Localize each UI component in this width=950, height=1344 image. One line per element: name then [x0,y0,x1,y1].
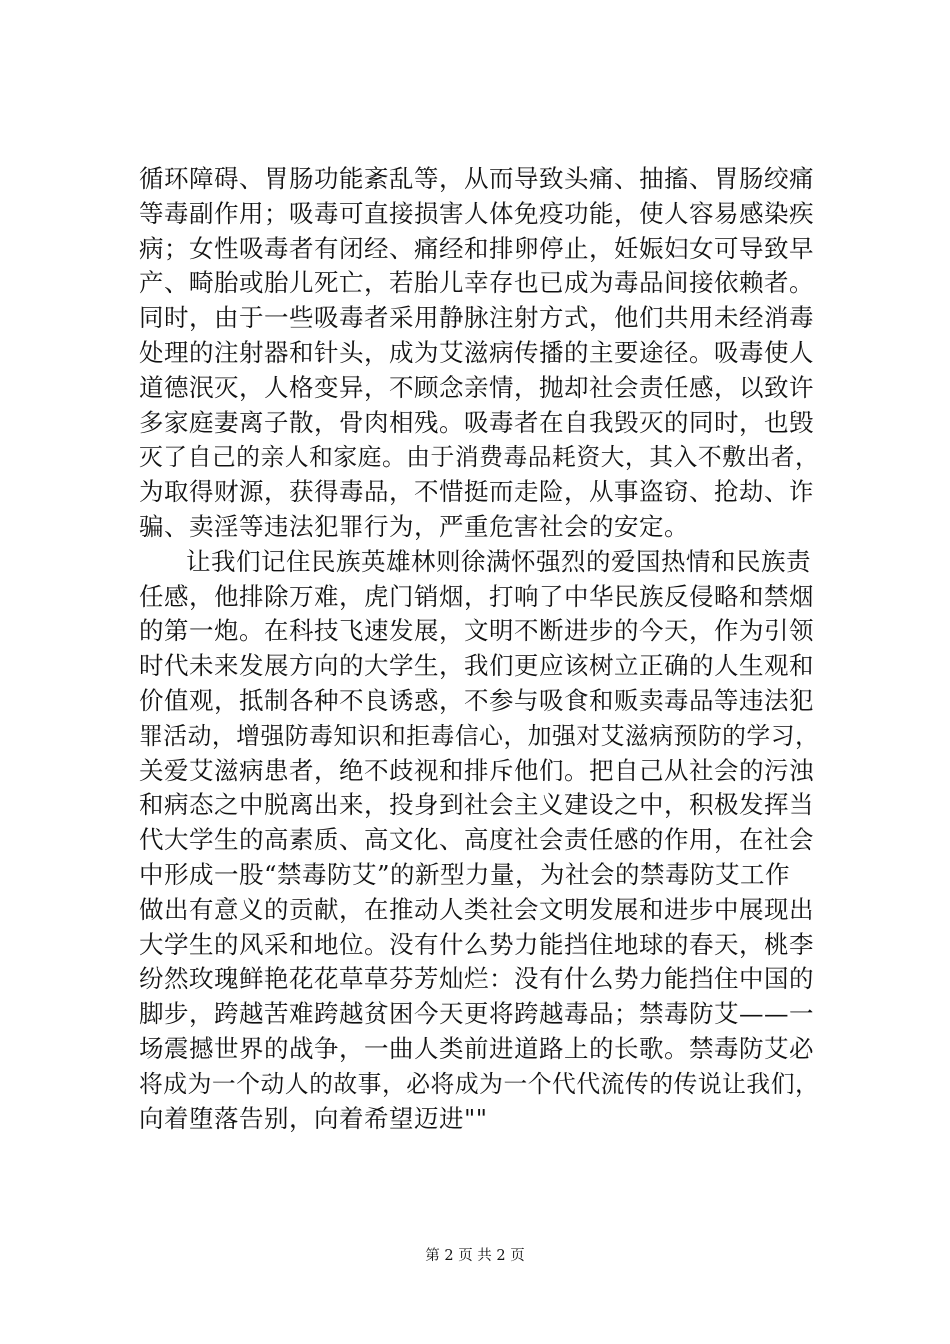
paragraph-line: 将成为一个动人的故事，必将成为一个代代流传的传说让我们， [139,1069,820,1098]
paragraph-line: 罪活动，增强防毒知识和拒毒信心，加强对艾滋病预防的学习， [139,721,820,750]
paragraph-2 [139,545,819,1137]
paragraph-1 [139,162,819,545]
paragraph-line: 循环障碍、胃肠功能紊乱等，从而导致头痛、抽搐、胃肠绞痛 [139,164,814,193]
paragraph-line: 产、畸胎或胎儿死亡，若胎儿幸存也已成为毒品间接依赖者。 [139,268,814,298]
paragraph-line: 代大学生的高素质、高文化、高度社会责任感的作用，在社会 [139,825,814,855]
paragraph-line: 中形成一股“禁毒防艾”的新型力量，为社会的禁毒防艾工作 [139,859,791,889]
paragraph-line: 和病态之中脱离出来，投身到社会主义建设之中，积极发挥当 [139,790,814,820]
paragraph-line: 处理的注射器和针头，成为艾滋病传播的主要途径。吸毒使人 [139,337,814,367]
paragraph-line: 骗、卖淫等违法犯罪行为，严重危害社会的安定。 [139,511,689,541]
paragraph-line: 同时，由于一些吸毒者采用静脉注射方式，他们共用未经消毒 [139,303,814,333]
paragraph-line: 关爱艾滋病患者，绝不歧视和排斥他们。把自己从社会的污浊 [139,755,814,785]
paragraph-line: 的第一炮。在科技飞速发展，文明不断进步的今天，作为引领 [139,616,814,646]
paragraph-line: 大学生的风采和地位。没有什么势力能挡住地球的春天，桃李 [139,929,814,959]
paragraph-line: 脚步，跨越苦难跨越贫困今天更将跨越毒品；禁毒防艾——一 [139,999,814,1029]
paragraph-line: 让我们记住民族英雄林则徐满怀强烈的爱国热情和民族责 [186,546,811,576]
paragraph-line: 为取得财源，获得毒品，不惜挺而走险，从事盗窃、抢劫、诈 [139,477,814,507]
page-number-footer: 第 2 页 共 2 页 [425,1248,525,1264]
paragraph-line: 任感，他排除万难，虎门销烟，打响了中华民族反侵略和禁烟 [139,581,814,611]
paragraph-line: 向着堕落告别，向着希望迈进"" [139,1103,488,1133]
paragraph-line: 纷然玫瑰鲜艳花花草草芬芳灿烂：没有什么势力能挡住中国的 [139,964,814,994]
paragraph-line: 病；女性吸毒者有闭经、痛经和排卵停止，妊娠妇女可导致早 [139,233,814,263]
paragraph-line: 时代未来发展方向的大学生，我们更应该树立正确的人生观和 [139,651,814,681]
paragraph-line: 做出有意义的贡献，在推动人类社会文明发展和进步中展现出 [139,894,814,924]
paragraph-line: 灭了自己的亲人和家庭。由于消费毒品耗资大，其入不敷出者， [139,443,820,472]
paragraph-line: 多家庭妻离子散，骨肉相残。吸毒者在自我毁灭的同时，也毁 [139,407,814,437]
paragraph-line: 道德泯灭，人格变异，不顾念亲情，抛却社会责任感，以致许 [139,372,814,402]
paragraph-line: 等毒副作用；吸毒可直接损害人体免疫功能，使人容易感染疾 [139,198,814,228]
paragraph-line: 场震撼世界的战争，一曲人类前进道路上的长歌。禁毒防艾必 [139,1033,814,1063]
document-body [139,162,819,1136]
paragraph-line: 价值观，抵制各种不良诱惑，不参与吸食和贩卖毒品等违法犯 [139,685,814,715]
